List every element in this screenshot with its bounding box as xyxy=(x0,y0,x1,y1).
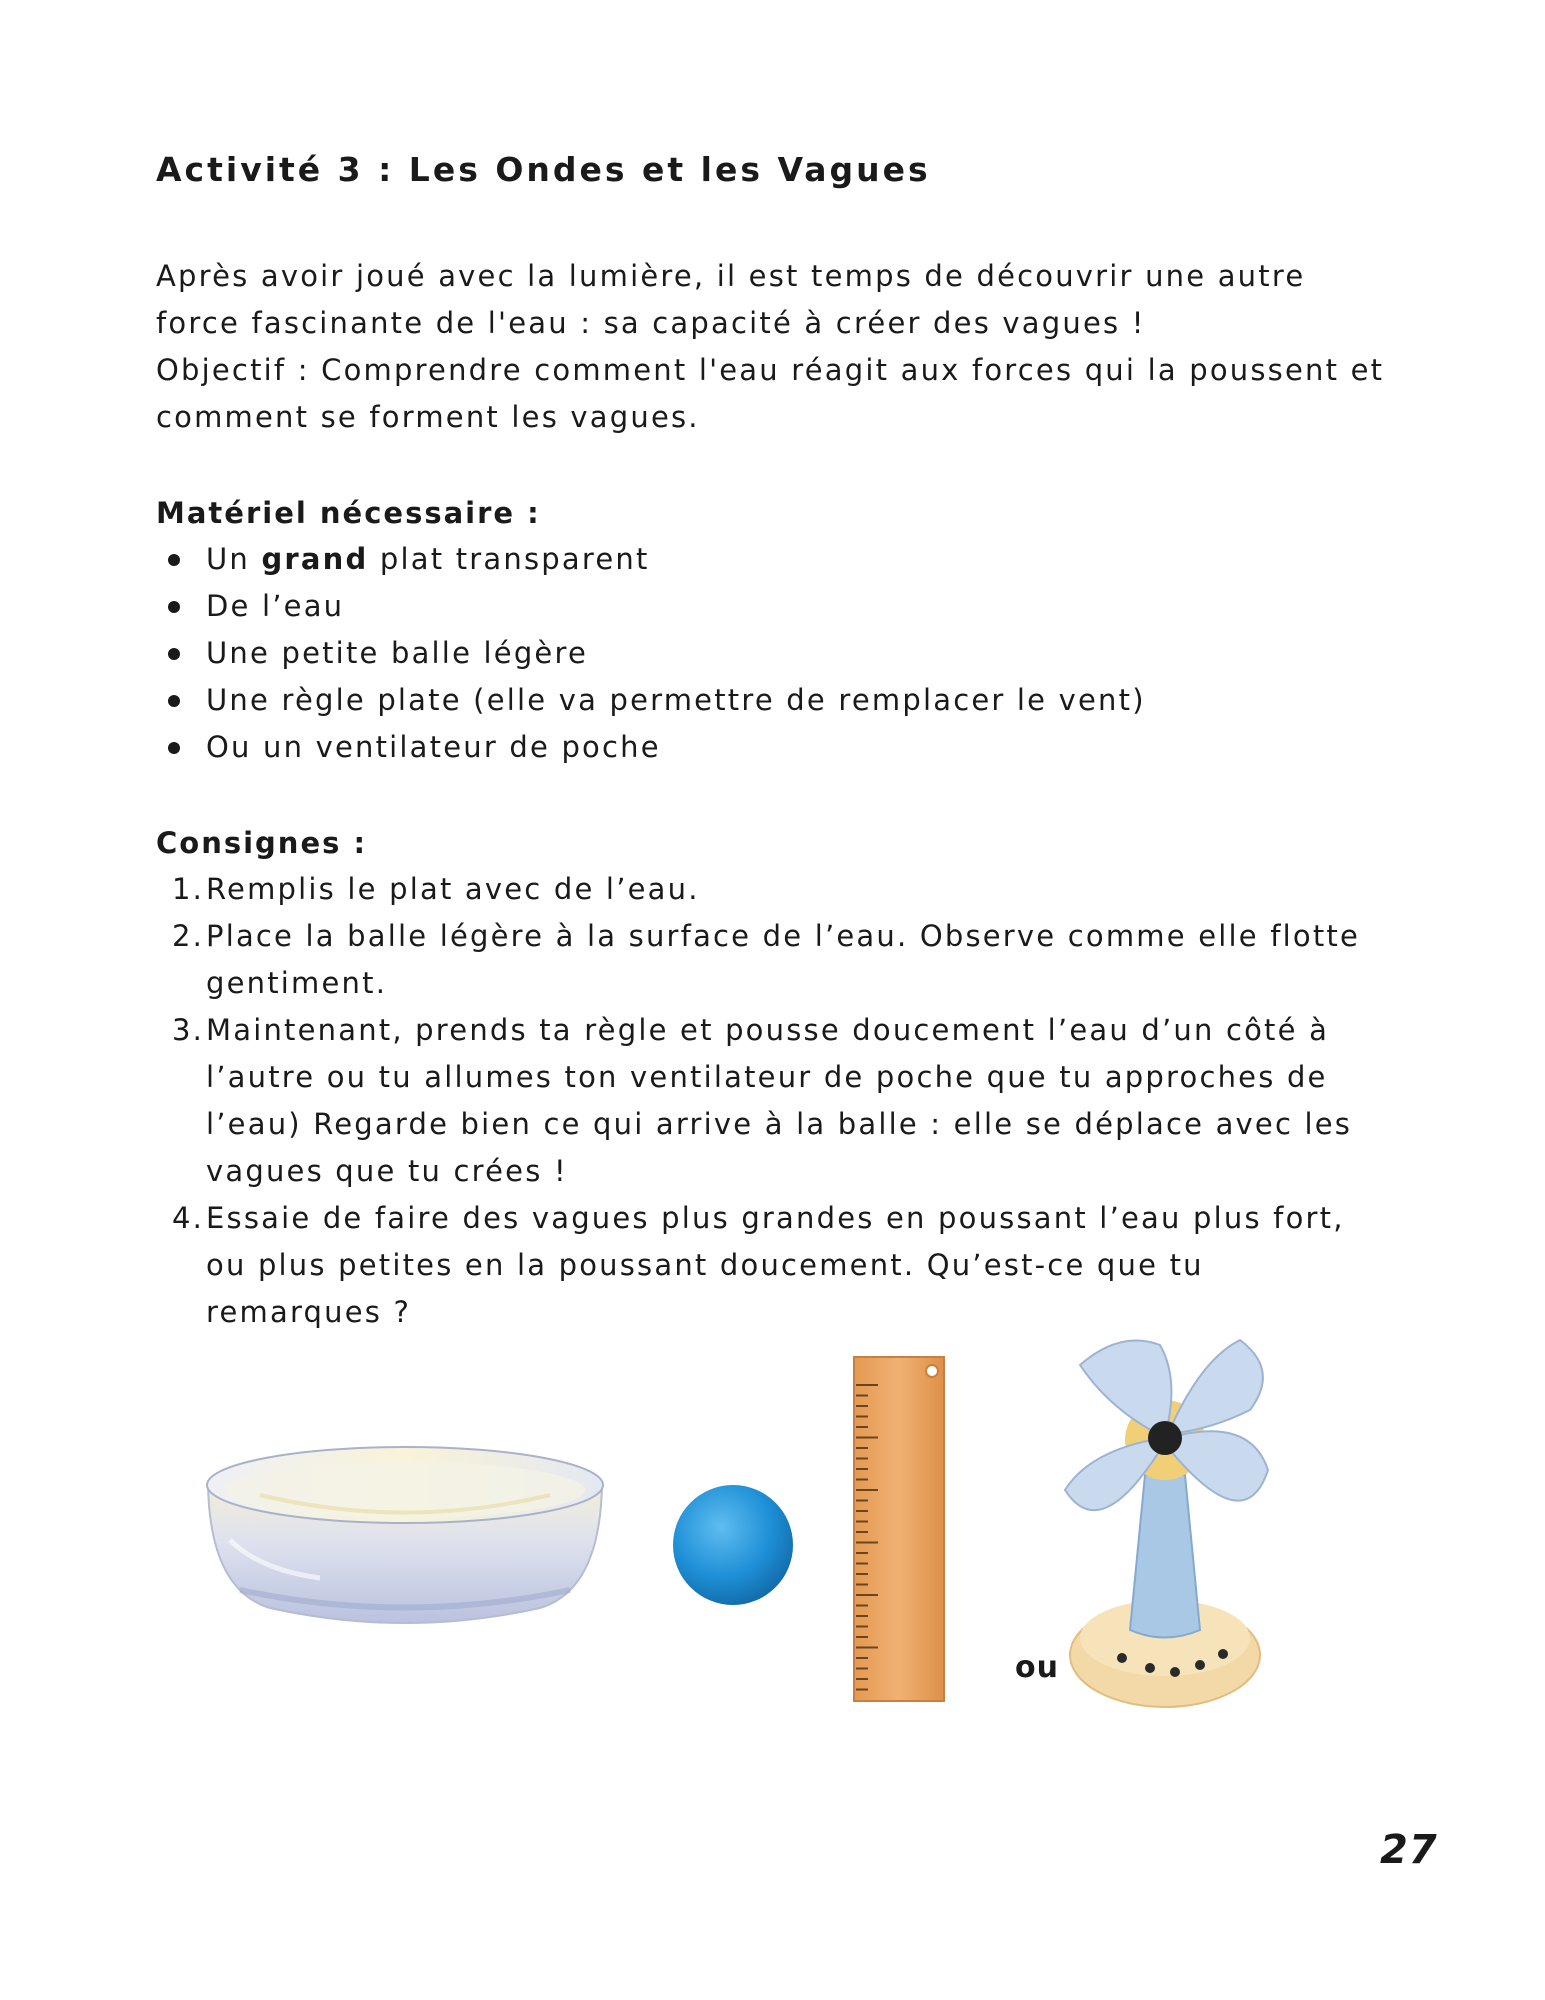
glass-bowl-icon xyxy=(200,1440,610,1630)
ruler-icon xyxy=(850,1355,950,1705)
intro-line: Après avoir joué avec la lumière, il est temps de découvrir une autre force fascinante de l'eau : sa capacité à créer des vagues ! xyxy=(156,259,1306,340)
step-item: 3. Maintenant, prends ta règle et pousse doucement l’eau d’un côté à l’autre ou tu allumes ton ventilateur de poche que tu approches de l’eau) Regarde bien ce qui arrive à la balle : elle se déplace avec les vagues que tu crées ! xyxy=(172,1013,1353,1188)
objective-line: Objectif : Comprendre comment l'eau réagit aux forces qui la poussent et comment se forment les vagues. xyxy=(156,353,1385,434)
list-item: Ou un ventilateur de poche xyxy=(156,724,1396,771)
step-item: 2. Place la balle légère à la surface de l’eau. Observe comme elle flotte gentiment. xyxy=(172,919,1361,1000)
instructions-list xyxy=(156,866,1386,1336)
or-label: ou xyxy=(1015,1650,1059,1685)
materials-heading: Matériel nécessaire : xyxy=(156,496,541,530)
page-number: 27 xyxy=(1380,1827,1438,1873)
instructions-heading: Consignes : xyxy=(156,826,368,860)
list-item: Un grand plat transparent xyxy=(156,536,1396,583)
intro-paragraph xyxy=(156,253,1396,441)
page-title: Activité 3 : Les Ondes et les Vagues xyxy=(156,150,931,189)
ball-icon xyxy=(668,1480,798,1610)
materials-list xyxy=(156,536,1396,771)
list-item: Une règle plate (elle va permettre de remplacer le vent) xyxy=(156,677,1396,724)
fan-icon xyxy=(1050,1320,1280,1720)
list-item: Une petite balle légère xyxy=(156,630,1396,677)
step-item: 1. Remplis le plat avec de l’eau. xyxy=(172,872,700,906)
step-item: 4. Essaie de faire des vagues plus grandes en poussant l’eau plus fort, ou plus petites en la poussant doucement. Qu’est-ce que tu remarques ? xyxy=(172,1201,1345,1329)
list-item: De l’eau xyxy=(156,583,1396,630)
